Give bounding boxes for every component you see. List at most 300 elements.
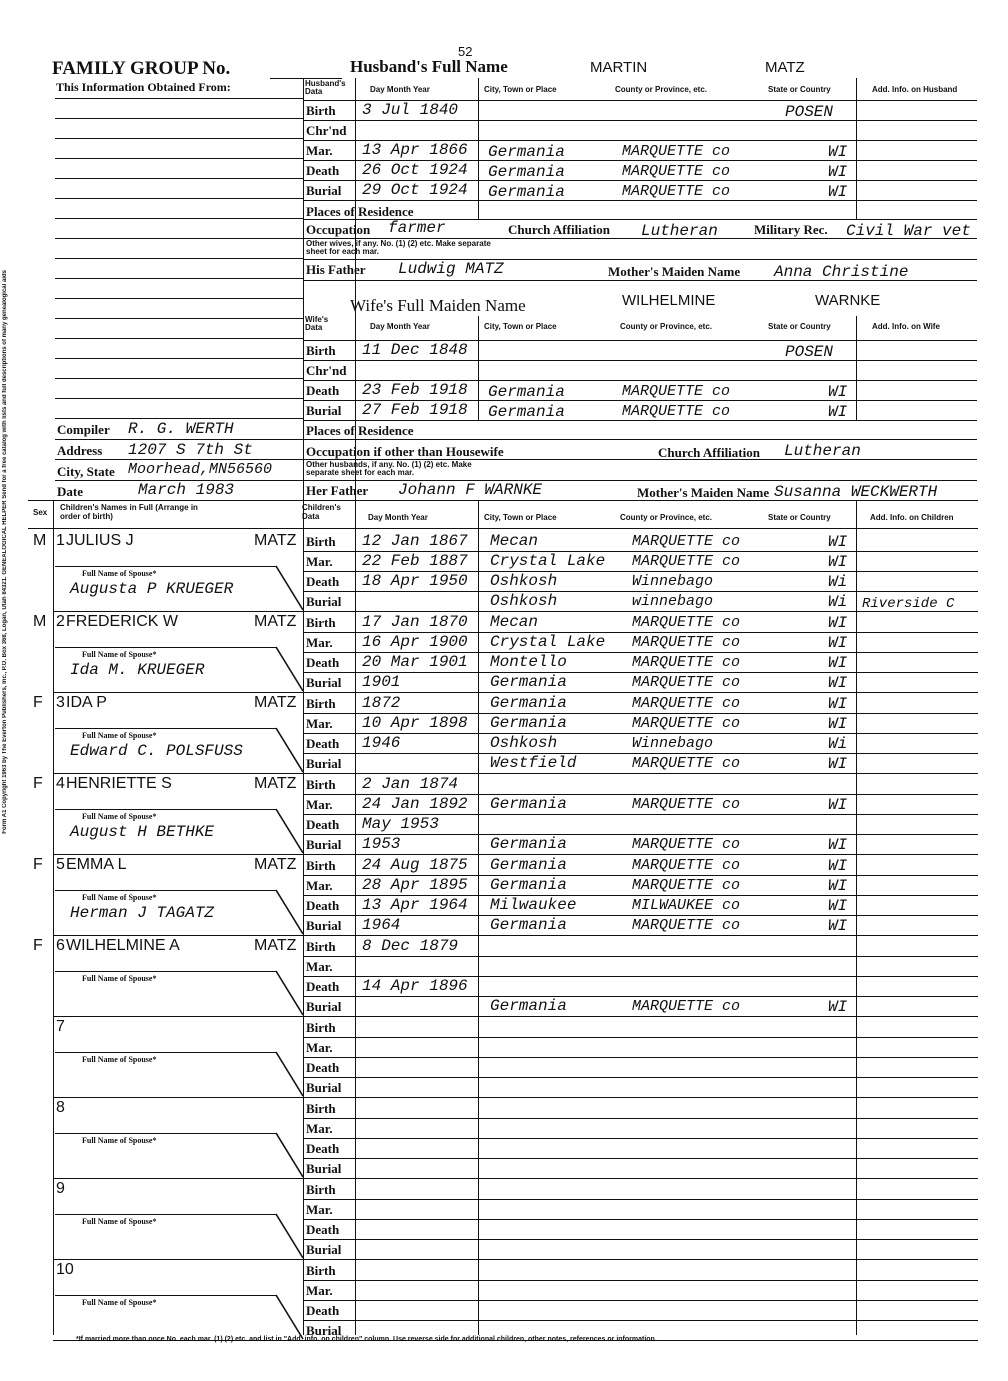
wife-last-name: WARNKE	[815, 292, 881, 309]
child-event-date: 2 Jan 1874	[362, 775, 459, 793]
spouse-diagonal	[275, 889, 305, 937]
wife-occupation-label: Occupation if other than Housewife	[306, 444, 504, 459]
child-event-city: Oshkosh	[490, 572, 558, 590]
wife-death-label: Death	[306, 383, 340, 398]
info-source-line	[55, 418, 303, 419]
child-event-label: Mar.	[306, 635, 333, 650]
child-event-county: MARQUETTE co	[632, 796, 741, 813]
children-data-header: Children's Data	[302, 503, 341, 521]
child-number: 3	[56, 694, 65, 711]
child-spouse-name: August H BETHKE	[70, 823, 215, 841]
child-event-label: Burial	[306, 918, 342, 933]
husband-mother: Anna Christine	[774, 263, 909, 281]
child-event-county: MARQUETTE co	[632, 836, 741, 853]
child-event-state: WI	[828, 695, 848, 713]
husband-burial-county: MARQUETTE co	[622, 183, 731, 200]
child-event-label: Mar.	[306, 716, 333, 731]
child-number: 9	[56, 1180, 65, 1197]
child-event-date: 28 Apr 1895	[362, 876, 468, 894]
wife-church-label: Church Affiliation	[658, 445, 760, 460]
children-city-header: City, Town or Place	[484, 513, 557, 522]
child-event-label: Burial	[306, 1161, 342, 1176]
spouse-rule	[55, 1295, 277, 1296]
spouse-label: Full Name of Spouse*	[82, 650, 157, 659]
child-event-county: MARQUETTE co	[632, 998, 741, 1015]
wife-residence-label: Places of Residence	[306, 423, 414, 438]
add-info-husband-header: Add. Info. on Husband	[872, 85, 958, 94]
child-given-name: IDA P	[66, 694, 107, 711]
child-event-date: 14 Apr 1896	[362, 977, 468, 995]
husband-mar-state: WI	[828, 143, 848, 161]
child-event-date: 12 Jan 1867	[362, 532, 468, 550]
husband-burial-date: 29 Oct 1924	[362, 181, 468, 199]
child-given-name: HENRIETTE S	[66, 775, 172, 792]
wife-death-county: MARQUETTE co	[622, 383, 731, 400]
wife-death-state: WI	[828, 383, 848, 401]
wife-birth-state: POSEN	[785, 343, 834, 361]
child-event-date: 16 Apr 1900	[362, 633, 468, 651]
child-event-state: WI	[828, 877, 848, 895]
child-event-label: Burial	[306, 594, 342, 609]
form-title: FAMILY GROUP No.	[52, 58, 231, 79]
child-surname: MATZ	[254, 775, 297, 792]
dmy-header: Day Month Year	[370, 85, 430, 94]
wife-mother: Susanna WECKWERTH	[774, 483, 938, 501]
info-source-line	[55, 138, 303, 139]
spouse-diagonal	[275, 727, 305, 775]
event-row-line	[303, 672, 978, 673]
city-header: City, Town or Place	[484, 85, 557, 94]
child-event-label: Birth	[306, 939, 336, 954]
child-given-name: EMMA L	[66, 856, 127, 873]
child-event-state: WI	[828, 614, 848, 632]
husband-death-date: 26 Oct 1924	[362, 161, 468, 179]
event-row-line	[303, 591, 978, 592]
child-event-state: Wi	[828, 593, 848, 611]
child-event-state: WI	[828, 998, 848, 1016]
child-event-date: 1901	[362, 673, 401, 691]
wife-label: Wife's Full Maiden Name	[350, 296, 526, 315]
child-event-county: MARQUETTE co	[632, 533, 741, 550]
child-block-divider	[53, 1097, 978, 1098]
child-event-label: Mar.	[306, 1040, 333, 1055]
child-block-divider	[53, 611, 978, 612]
husband-residence-label: Places of Residence	[306, 204, 414, 219]
child-event-label: Death	[306, 574, 340, 589]
compile-date: March 1983	[138, 481, 235, 499]
spouse-diagonal	[275, 1132, 305, 1180]
child-event-city: Crystal Lake	[490, 633, 606, 651]
spouse-rule	[55, 647, 277, 648]
child-event-label: Birth	[306, 858, 336, 873]
child-event-label: Burial	[306, 1242, 342, 1257]
husband-death-label: Death	[306, 163, 340, 178]
child-event-label: Death	[306, 817, 340, 832]
spouse-label: Full Name of Spouse*	[82, 812, 157, 821]
info-source-line	[55, 378, 303, 379]
child-event-label: Birth	[306, 1101, 336, 1116]
footer-note: *If married more than once No. each mar. (1) (2) etc. and list in "Add. info. on children" column. Use reverse side for additional children, other notes, references or information.	[76, 1336, 657, 1343]
other-husbands-note: Other husbands, if any. No. (1) (2) etc. Make separate sheet for each mar.	[306, 460, 472, 477]
child-event-state: Wi	[828, 573, 848, 591]
child-event-county: MARQUETTE co	[632, 674, 741, 691]
child-event-date: 10 Apr 1898	[362, 714, 468, 732]
child-event-state: WI	[828, 533, 848, 551]
child-event-city: Germania	[490, 714, 567, 732]
child-event-label: Birth	[306, 615, 336, 630]
wife-burial-label: Burial	[306, 403, 342, 418]
child-event-label: Death	[306, 736, 340, 751]
child-sex: F	[33, 694, 43, 711]
spouse-label: Full Name of Spouse*	[82, 1055, 157, 1064]
husband-chrnd-label: Chr'nd	[306, 123, 347, 138]
child-event-label: Mar.	[306, 1283, 333, 1298]
child-event-city: Westfield	[490, 754, 577, 772]
event-row-line	[303, 1057, 978, 1058]
info-source-line	[55, 198, 303, 199]
child-event-county: winnebago	[632, 593, 714, 610]
child-block-divider	[53, 773, 978, 774]
child-surname: MATZ	[254, 694, 297, 711]
wife-dmy-header: Day Month Year	[370, 322, 430, 331]
child-surname: MATZ	[254, 856, 297, 873]
wife-church: Lutheran	[784, 442, 861, 460]
spouse-diagonal	[275, 1213, 305, 1261]
child-number: 5	[56, 856, 65, 873]
add-info-wife-header: Add. Info. on Wife	[872, 322, 940, 331]
child-event-date: 24 Jan 1892	[362, 795, 468, 813]
child-block-divider	[53, 692, 978, 693]
child-event-city: Germania	[490, 795, 567, 813]
event-row-line	[303, 1158, 978, 1159]
child-event-city: Germania	[490, 673, 567, 691]
child-event-city: Germania	[490, 916, 567, 934]
info-source-line	[55, 258, 303, 259]
compiler-address: 1207 S 7th St	[128, 441, 253, 459]
event-row-line	[303, 996, 978, 997]
child-event-state: WI	[828, 674, 848, 692]
husband-burial-city: Germania	[488, 183, 565, 201]
child-surname: MATZ	[254, 613, 297, 630]
child-event-state: WI	[828, 796, 848, 814]
info-source-line	[55, 298, 303, 299]
event-row-line	[303, 1138, 978, 1139]
wife-county-header: County or Province, etc.	[620, 322, 713, 331]
wife-city-header: City, Town or Place	[484, 322, 557, 331]
spouse-rule	[55, 1214, 277, 1215]
child-event-county: MARQUETTE co	[632, 553, 741, 570]
child-spouse-name: Ida M. KRUEGER	[70, 661, 205, 679]
child-event-label: Mar.	[306, 554, 333, 569]
child-block-divider	[53, 1259, 978, 1260]
child-event-county: Winnebago	[632, 573, 714, 590]
event-row-line	[303, 915, 978, 916]
child-spouse-name: Edward C. POLSFUSS	[70, 742, 243, 760]
child-event-state: WI	[828, 755, 848, 773]
event-row-line	[303, 733, 978, 734]
husband-military-label: Military Rec.	[754, 222, 828, 237]
spouse-rule	[55, 1052, 277, 1053]
wife-father: Johann F WARNKE	[398, 481, 543, 499]
spouse-diagonal	[275, 646, 305, 694]
child-sex: F	[33, 937, 43, 954]
child-event-date: 1872	[362, 694, 401, 712]
child-event-label: Burial	[306, 837, 342, 852]
child-event-state: WI	[828, 836, 848, 854]
child-given-name: JULIUS J	[66, 532, 134, 549]
child-event-date: 1964	[362, 916, 401, 934]
children-county-header: County or Province, etc.	[620, 513, 713, 522]
child-event-label: Death	[306, 655, 340, 670]
child-event-county: MARQUETTE co	[632, 857, 741, 874]
child-event-city: Montello	[490, 653, 567, 671]
child-block-divider	[53, 1178, 978, 1179]
husband-first-name: MARTIN	[590, 59, 648, 76]
husband-mar-label: Mar.	[306, 143, 333, 158]
wife-death-city: Germania	[488, 383, 565, 401]
child-event-state: WI	[828, 857, 848, 875]
child-surname: MATZ	[254, 532, 297, 549]
child-event-label: Burial	[306, 756, 342, 771]
child-event-city: Germania	[490, 835, 567, 853]
husband-birth-label: Birth	[306, 103, 336, 118]
group-number: 52	[458, 44, 473, 59]
event-row-line	[303, 1320, 978, 1321]
sex-header: Sex	[33, 508, 48, 517]
child-block-divider	[53, 935, 978, 936]
address-label: Address	[57, 443, 103, 458]
child-event-county: MARQUETTE co	[632, 654, 741, 671]
spouse-rule	[55, 566, 277, 567]
child-event-label: Mar.	[306, 878, 333, 893]
obtained-from-label: This Information Obtained From:	[56, 80, 231, 94]
child-event-city: Crystal Lake	[490, 552, 606, 570]
husband-burial-label: Burial	[306, 183, 342, 198]
child-event-label: Burial	[306, 1323, 342, 1338]
spouse-label: Full Name of Spouse*	[82, 569, 157, 578]
info-source-line	[55, 338, 303, 339]
spouse-diagonal	[275, 565, 305, 613]
child-event-county: MARQUETTE co	[632, 755, 741, 772]
child-event-label: Birth	[306, 777, 336, 792]
date-label: Date	[57, 484, 83, 499]
children-names-header: Children's Names in Full (Arrange in order of birth)	[60, 503, 198, 521]
child-number: 4	[56, 775, 65, 792]
info-source-line	[55, 278, 303, 279]
info-source-line	[55, 318, 303, 319]
event-row-line	[303, 1280, 978, 1281]
wife-chrnd-label: Chr'nd	[306, 363, 347, 378]
child-spouse-name: Herman J TAGATZ	[70, 904, 215, 922]
info-source-line	[55, 118, 303, 119]
child-event-label: Death	[306, 1141, 340, 1156]
wife-burial-county: MARQUETTE co	[622, 403, 731, 420]
child-event-date: 20 Mar 1901	[362, 653, 468, 671]
event-row-line	[303, 1037, 978, 1038]
child-event-city: Mecan	[490, 613, 539, 631]
wife-father-label: Her Father	[306, 483, 369, 498]
husband-occupation-label: Occupation	[306, 222, 371, 237]
children-dmy-header: Day Month Year	[368, 513, 428, 522]
child-block-divider	[53, 1016, 978, 1017]
child-event-date: 13 Apr 1964	[362, 896, 468, 914]
compiler-name: R. G. WERTH	[128, 420, 234, 438]
children-state-header: State or Country	[768, 513, 831, 522]
husband-church-label: Church Affiliation	[508, 222, 610, 237]
child-event-county: Winnebago	[632, 735, 714, 752]
husband-birth-state: POSEN	[785, 103, 834, 121]
event-row-line	[303, 1300, 978, 1301]
child-event-label: Death	[306, 979, 340, 994]
child-number: 10	[56, 1261, 74, 1278]
child-event-county: MARQUETTE co	[632, 634, 741, 651]
event-row-line	[303, 753, 978, 754]
info-source-line	[55, 158, 303, 159]
child-given-name: FREDERICK W	[66, 613, 178, 630]
child-event-city: Germania	[490, 694, 567, 712]
husband-birth-date: 3 Jul 1840	[362, 101, 459, 119]
info-source-line	[55, 218, 303, 219]
spouse-rule	[55, 971, 277, 972]
info-source-line	[55, 98, 303, 99]
wife-burial-city: Germania	[488, 403, 565, 421]
child-sex: M	[33, 613, 47, 630]
wife-data-header: Wife's Data	[305, 315, 329, 332]
spouse-rule	[55, 728, 277, 729]
husband-death-state: WI	[828, 163, 848, 181]
spouse-diagonal	[275, 970, 305, 1018]
child-event-date: May 1953	[362, 815, 439, 833]
child-event-county: MARQUETTE co	[632, 917, 741, 934]
wife-birth-date: 11 Dec 1848	[362, 341, 468, 359]
spouse-diagonal	[275, 1051, 305, 1099]
child-event-county: MARQUETTE co	[632, 715, 741, 732]
child-event-city: Oshkosh	[490, 734, 558, 752]
husband-military: Civil War vet	[846, 222, 971, 240]
event-row-line	[303, 1077, 978, 1078]
child-event-label: Death	[306, 1060, 340, 1075]
child-event-state: WI	[828, 553, 848, 571]
wife-state-header: State or Country	[768, 322, 831, 331]
husband-death-city: Germania	[488, 163, 565, 181]
child-event-label: Burial	[306, 999, 342, 1014]
event-row-line	[303, 1219, 978, 1220]
husband-church: Lutheran	[641, 222, 718, 240]
child-event-label: Death	[306, 1303, 340, 1318]
spouse-label: Full Name of Spouse*	[82, 731, 157, 740]
event-row-line	[303, 834, 978, 835]
child-number: 1	[56, 532, 65, 549]
wife-burial-state: WI	[828, 403, 848, 421]
info-source-line	[55, 398, 303, 399]
husband-father-label: His Father	[306, 262, 366, 277]
child-event-state: WI	[828, 917, 848, 935]
husband-mother-label: Mother's Maiden Name	[608, 264, 741, 279]
child-event-state: WI	[828, 634, 848, 652]
child-event-state: WI	[828, 715, 848, 733]
child-event-label: Mar.	[306, 1202, 333, 1217]
husband-mar-county: MARQUETTE co	[622, 143, 731, 160]
child-event-date: 17 Jan 1870	[362, 613, 468, 631]
child-event-label: Birth	[306, 1020, 336, 1035]
child-given-name: WILHELMINE A	[66, 937, 180, 954]
county-header: County or Province, etc.	[615, 85, 708, 94]
child-event-label: Mar.	[306, 797, 333, 812]
child-number: 7	[56, 1018, 65, 1035]
compiler-label: Compiler	[57, 422, 110, 437]
child-event-city: Germania	[490, 997, 567, 1015]
child-event-label: Birth	[306, 1263, 336, 1278]
spouse-label: Full Name of Spouse*	[82, 1298, 157, 1307]
wife-death-date: 23 Feb 1918	[362, 381, 468, 399]
child-event-label: Death	[306, 898, 340, 913]
child-event-date: 1946	[362, 734, 401, 752]
child-block-divider	[53, 854, 978, 855]
child-surname: MATZ	[254, 937, 297, 954]
wife-birth-label: Birth	[306, 343, 336, 358]
child-sex: F	[33, 775, 43, 792]
child-event-state: Wi	[828, 735, 848, 753]
child-event-date: 18 Apr 1950	[362, 572, 468, 590]
spouse-rule	[55, 809, 277, 810]
spouse-diagonal	[275, 808, 305, 856]
child-number: 2	[56, 613, 65, 630]
husband-label: Husband's Full Name	[350, 57, 508, 76]
wife-mother-label: Mother's Maiden Name	[637, 485, 770, 500]
child-event-label: Mar.	[306, 959, 333, 974]
event-row-line	[303, 1239, 978, 1240]
child-event-county: MILWAUKEE co	[632, 897, 741, 914]
spouse-label: Full Name of Spouse*	[82, 1217, 157, 1226]
spouse-diagonal	[275, 1294, 305, 1342]
other-wives-note: Other wives, if any. No. (1) (2) etc. Make separate sheet for each mar.	[306, 239, 491, 256]
child-event-label: Birth	[306, 1182, 336, 1197]
child-event-date: 24 Aug 1875	[362, 856, 468, 874]
state-header: State or Country	[768, 85, 831, 94]
spouse-label: Full Name of Spouse*	[82, 893, 157, 902]
husband-last-name: MATZ	[765, 59, 805, 76]
child-event-date: 1953	[362, 835, 401, 853]
child-event-city: Milwaukee	[490, 896, 577, 914]
husband-mar-city: Germania	[488, 143, 565, 161]
child-number: 6	[56, 937, 65, 954]
child-event-label: Burial	[306, 675, 342, 690]
child-event-city: Germania	[490, 876, 567, 894]
spouse-rule	[55, 890, 277, 891]
child-event-label: Birth	[306, 696, 336, 711]
spouse-label: Full Name of Spouse*	[82, 974, 157, 983]
husband-burial-state: WI	[828, 183, 848, 201]
event-row-line	[303, 956, 978, 957]
child-event-city: Germania	[490, 856, 567, 874]
child-event-label: Birth	[306, 534, 336, 549]
child-spouse-name: Augusta P KRUEGER	[70, 580, 234, 598]
child-sex: F	[33, 856, 43, 873]
child-event-county: MARQUETTE co	[632, 695, 741, 712]
spouse-rule	[55, 1133, 277, 1134]
child-event-label: Burial	[306, 1080, 342, 1095]
child-event-city: Mecan	[490, 532, 539, 550]
husband-death-county: MARQUETTE co	[622, 163, 731, 180]
city-state-label: City, State	[57, 464, 115, 479]
husband-data-header: Husband's Data	[305, 79, 346, 96]
child-event-state: WI	[828, 897, 848, 915]
husband-father: Ludwig MATZ	[398, 260, 504, 278]
child-event-label: Death	[306, 1222, 340, 1237]
child-event-label: Mar.	[306, 1121, 333, 1136]
child-number: 8	[56, 1099, 65, 1116]
child-event-county: MARQUETTE co	[632, 614, 741, 631]
